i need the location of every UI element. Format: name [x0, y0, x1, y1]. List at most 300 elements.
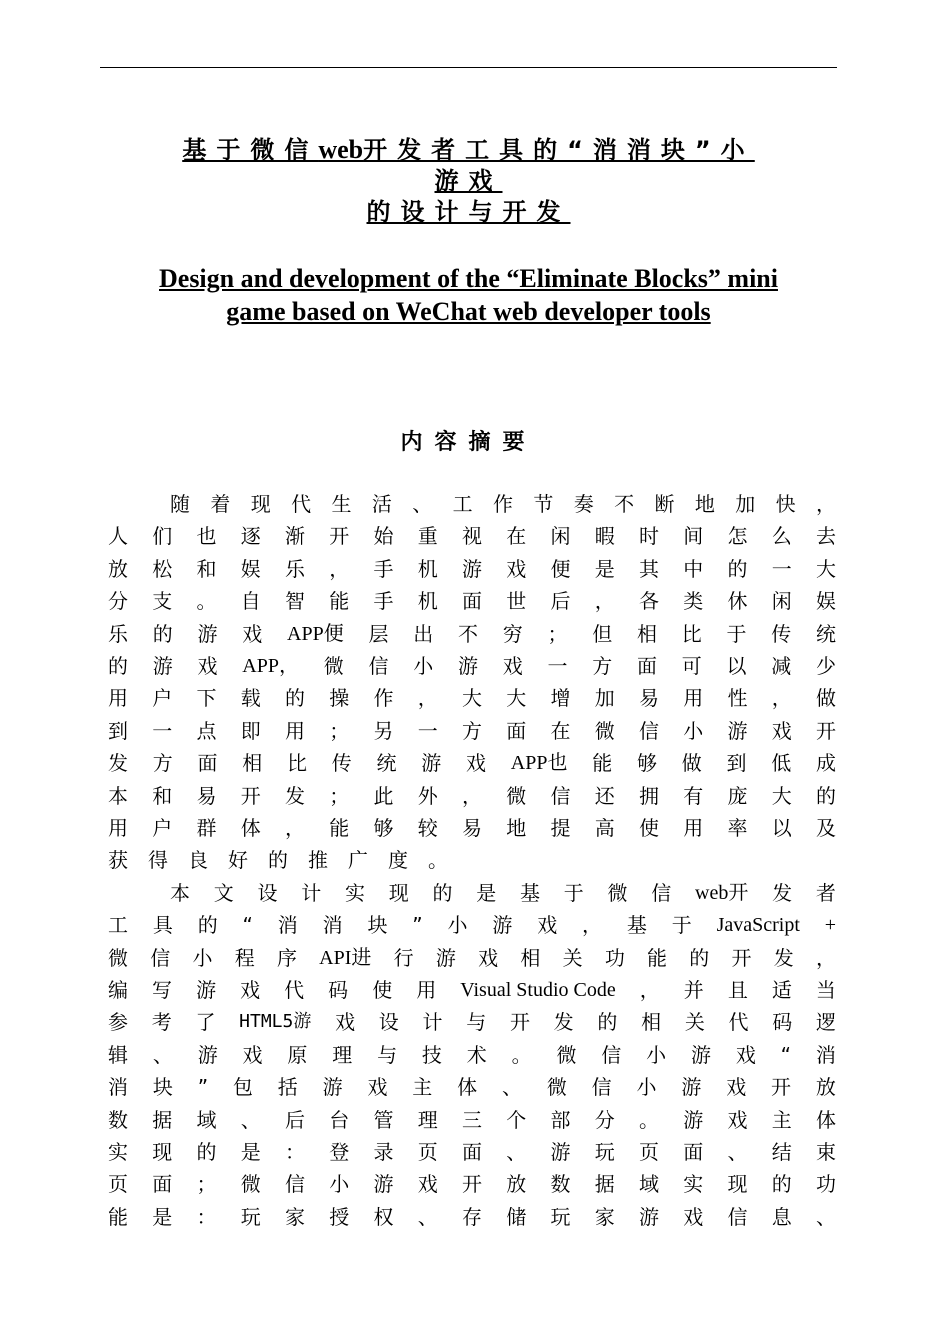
abstract-token: 权 — [373, 1204, 394, 1229]
abstract-token: “ — [780, 1042, 792, 1067]
abstract-token: 当 — [815, 978, 836, 1002]
abstract-token: 束 — [816, 1140, 836, 1164]
abstract-token: “ — [242, 913, 253, 938]
abstract-token: 信 — [285, 1172, 305, 1197]
abstract-token: 、 — [240, 1107, 261, 1132]
abstract-token: 基 — [520, 880, 540, 905]
abstract-token: 休 — [727, 589, 748, 614]
abstract-token: 地 — [506, 816, 527, 840]
abstract-token: 的 — [108, 654, 128, 678]
abstract-token: 拥 — [639, 783, 659, 808]
abstract-token: 体 — [240, 816, 261, 840]
abstract-line — [108, 1201, 836, 1233]
abstract-token: APP也 — [510, 752, 568, 775]
abstract-line — [108, 553, 836, 585]
abstract-token: 信 — [639, 718, 659, 743]
abstract-token: 传 — [771, 621, 792, 646]
abstract-token: 戏 — [466, 751, 486, 776]
abstract-token: 度 — [388, 848, 408, 873]
abstract-token: 大 — [506, 686, 527, 711]
abstract-token: 用 — [285, 718, 305, 743]
abstract-token: 的 — [196, 1140, 217, 1164]
abstract-token: 高 — [594, 816, 615, 840]
abstract-token: 作 — [493, 492, 513, 516]
abstract-token: 以 — [771, 816, 792, 840]
abstract-token: 层 — [368, 621, 389, 646]
abstract-token: 块 — [152, 1075, 173, 1100]
abstract-token: 分 — [108, 589, 128, 614]
abstract-token: 数 — [550, 1172, 571, 1197]
abstract-token: 松 — [152, 556, 173, 581]
abstract-token: 开 — [731, 945, 752, 970]
abstract-token: 面 — [462, 1140, 482, 1164]
abstract-token: 关 — [684, 1010, 705, 1035]
abstract-token: 还 — [594, 783, 615, 808]
abstract-token: ， — [815, 945, 836, 970]
abstract-token: 够 — [373, 816, 394, 840]
abstract-token: 玩 — [550, 1204, 571, 1229]
abstract-token: 是 — [476, 880, 497, 905]
abstract-token: 的 — [285, 686, 305, 711]
abstract-token: 分 — [594, 1107, 615, 1132]
abstract-token: 小 — [413, 654, 434, 678]
abstract-token: 小 — [447, 913, 468, 938]
abstract-token: 是 — [594, 556, 615, 581]
abstract-token: 是 — [152, 1204, 173, 1229]
abstract-line — [108, 909, 836, 941]
abstract-token: 戏 — [478, 945, 499, 970]
abstract-token: 统 — [815, 621, 836, 646]
abstract-token: 小 — [683, 718, 704, 743]
abstract-token: 的 — [432, 880, 453, 905]
abstract-token: 小 — [192, 945, 213, 970]
abstract-token: 台 — [329, 1107, 350, 1132]
abstract-token: 游 — [639, 1204, 659, 1229]
abstract-token: 相 — [520, 945, 541, 970]
abstract-token: 不 — [457, 621, 478, 646]
abstract-token: 于 — [563, 880, 584, 905]
abstract-token: 家 — [594, 1204, 615, 1229]
abstract-token: 游 — [196, 978, 217, 1002]
abstract-token: 也 — [196, 524, 217, 549]
abstract-token: 编 — [108, 978, 128, 1002]
abstract-token: 用 — [683, 686, 704, 711]
abstract-token: 么 — [771, 524, 792, 549]
abstract-token: 外 — [417, 783, 438, 808]
abstract-token: 戏 — [735, 1042, 756, 1067]
abstract-token: 发 — [108, 751, 128, 776]
abstract-line — [108, 520, 836, 552]
abstract-token: 部 — [550, 1107, 571, 1132]
abstract-token: 、 — [501, 1075, 522, 1100]
abstract-token: 便 — [550, 556, 571, 581]
abstract-token: 游 — [197, 621, 218, 646]
abstract-token: 戏 — [726, 1075, 747, 1100]
abstract-token: 戏 — [242, 621, 263, 646]
abstract-token: 渐 — [285, 524, 305, 549]
abstract-token: 主 — [412, 1075, 433, 1100]
abstract-token: 现 — [250, 492, 271, 516]
abstract-token: 和 — [196, 556, 217, 581]
abstract-line — [108, 1168, 836, 1200]
abstract-token: APP， — [242, 655, 299, 677]
abstract-token: 到 — [108, 718, 128, 743]
abstract-token: 一 — [152, 718, 173, 743]
abstract-token: 数 — [108, 1107, 128, 1132]
abstract-token: 户 — [152, 686, 173, 711]
abstract-token: 微 — [240, 1172, 261, 1197]
abstract-token: 奏 — [573, 492, 594, 516]
abstract-token: 游 — [322, 1075, 343, 1100]
abstract-token: 一 — [417, 718, 438, 743]
abstract-token: 放 — [108, 556, 128, 581]
abstract-token: 易 — [639, 686, 659, 711]
abstract-token: 大 — [816, 556, 836, 581]
abstract-token: 程 — [234, 945, 255, 970]
abstract-token: 微 — [546, 1075, 567, 1100]
abstract-token: 。 — [511, 1042, 532, 1067]
abstract-token: ； — [196, 1172, 217, 1197]
abstract-token: 储 — [506, 1204, 527, 1229]
title-zh-line1: 基于微信web开发者工具的“消消块”小 — [182, 135, 755, 164]
abstract-token: 、 — [152, 1042, 173, 1067]
abstract-token: 现 — [152, 1140, 173, 1164]
abstract-token: 此 — [373, 783, 394, 808]
abstract-line — [108, 715, 836, 747]
abstract-token: 辑 — [108, 1042, 128, 1067]
abstract-token: 结 — [771, 1140, 792, 1164]
abstract-token: 户 — [152, 816, 173, 840]
abstract-token: 代 — [291, 492, 312, 516]
abstract-line — [108, 1071, 836, 1103]
abstract-token: 后 — [550, 589, 571, 614]
abstract-token: 序 — [276, 945, 297, 970]
abstract-token: 功 — [604, 945, 625, 970]
abstract-token: 游 — [197, 1042, 218, 1067]
abstract-token: 信 — [368, 654, 389, 678]
abstract-token: 发 — [285, 783, 305, 808]
abstract-token: 、 — [412, 492, 433, 516]
abstract-token: 实 — [345, 880, 365, 905]
abstract-token: ； — [329, 718, 350, 743]
abstract-token: 戏 — [335, 1010, 356, 1035]
abstract-token: 游 — [681, 1075, 702, 1100]
abstract-token: 点 — [196, 718, 217, 743]
abstract-line — [108, 1104, 836, 1136]
abstract-token: 随 — [170, 492, 190, 516]
abstract-token: 与 — [466, 1010, 487, 1035]
abstract-token: 节 — [533, 492, 554, 516]
abstract-token: 着 — [210, 492, 231, 516]
abstract-token: 操 — [329, 686, 350, 711]
abstract-token: 码 — [328, 978, 349, 1002]
abstract-token: 游 — [152, 654, 173, 678]
abstract-token: 即 — [240, 718, 261, 743]
abstract-token: 比 — [287, 751, 307, 776]
abstract-token: ， — [285, 816, 305, 840]
abstract-token: 用 — [108, 816, 128, 840]
abstract-token: 小 — [646, 1042, 667, 1067]
abstract-token: 减 — [771, 654, 792, 678]
abstract-token: 但 — [592, 621, 613, 646]
abstract-token: 统 — [376, 751, 397, 776]
abstract-token: 文 — [213, 880, 234, 905]
abstract-token: 能 — [592, 751, 613, 776]
abstract-line — [108, 974, 836, 1006]
abstract-token: ” — [412, 913, 423, 938]
abstract-token: 工 — [108, 913, 128, 938]
abstract-token: 一 — [547, 654, 568, 678]
abstract-token: 不 — [614, 492, 635, 516]
abstract-token: 了 — [195, 1010, 216, 1035]
abstract-token: 页 — [639, 1140, 659, 1164]
abstract-token: 戏 — [727, 1107, 748, 1132]
abstract-token: 率 — [727, 816, 748, 840]
abstract-token: 消 — [108, 1075, 128, 1100]
abstract-line — [108, 1136, 836, 1168]
abstract-token: APP便 — [287, 622, 344, 645]
abstract-token: 戏 — [197, 654, 218, 678]
abstract-token: 实 — [683, 1172, 704, 1197]
abstract-token: 在 — [506, 524, 527, 549]
abstract-token: 游 — [373, 1172, 394, 1197]
abstract-token: 闲 — [771, 589, 792, 614]
abstract-token: 好 — [228, 848, 248, 873]
abstract-token: 和 — [152, 783, 173, 808]
abstract-token: 娱 — [816, 589, 836, 614]
abstract-token: 使 — [372, 978, 393, 1002]
abstract-token: 推 — [308, 848, 328, 873]
abstract-token: 比 — [681, 621, 702, 646]
abstract-token: 戏 — [417, 1172, 438, 1197]
abstract-token: 工 — [452, 492, 473, 516]
abstract-token: 逐 — [240, 524, 261, 549]
abstract-token: 相 — [641, 1010, 662, 1035]
abstract-token: 开 — [816, 718, 836, 743]
abstract-token: 术 — [466, 1042, 487, 1067]
abstract-token: 个 — [506, 1107, 527, 1132]
abstract-token: 本 — [170, 880, 190, 905]
abstract-token: 微 — [506, 783, 527, 808]
abstract-token: 少 — [815, 654, 836, 678]
abstract-token: 游 — [683, 1107, 704, 1132]
abstract-token: 穷 — [502, 621, 523, 646]
abstract-token: 开 — [462, 1172, 482, 1197]
abstract-token: 授 — [329, 1204, 350, 1229]
abstract-line — [170, 877, 836, 909]
abstract-token: 。 — [428, 848, 448, 873]
abstract-token: 类 — [683, 589, 704, 614]
abstract-token: 面 — [683, 1140, 704, 1164]
abstract-token: 大 — [771, 783, 792, 808]
abstract-token: 作 — [373, 686, 394, 711]
abstract-token: 快 — [775, 492, 796, 516]
abstract-token: 玩 — [594, 1140, 615, 1164]
abstract-token: 方 — [152, 751, 173, 776]
abstract-token: 戏 — [506, 556, 527, 581]
abstract-line — [108, 780, 836, 812]
abstract-token: 代 — [728, 1010, 749, 1035]
abstract-token: 信 — [591, 1075, 612, 1100]
abstract-line — [108, 585, 836, 617]
abstract-token: ， — [462, 783, 482, 808]
abstract-token: 行 — [393, 945, 414, 970]
abstract-token: 、 — [727, 1140, 748, 1164]
abstract-token: 暇 — [594, 524, 615, 549]
abstract-token: 相 — [636, 621, 657, 646]
abstract-token: 重 — [417, 524, 438, 549]
abstract-token: 发 — [772, 880, 793, 905]
abstract-token: 生 — [331, 492, 352, 516]
abstract-token: 功 — [816, 1172, 836, 1197]
abstract-token: 者 — [815, 880, 836, 905]
abstract-token: 增 — [550, 686, 571, 711]
abstract-token: 放 — [815, 1075, 836, 1100]
abstract-token: 方 — [592, 654, 613, 678]
abstract-token: 括 — [277, 1075, 298, 1100]
abstract-token: 、 — [816, 1204, 836, 1229]
abstract-token: 且 — [727, 978, 748, 1002]
abstract-token: 相 — [242, 751, 263, 776]
abstract-token: web开 — [695, 881, 749, 904]
abstract-token: 始 — [373, 524, 394, 549]
abstract-token: 。 — [639, 1107, 659, 1132]
title-en-line2: game based on WeChat web developer tools — [226, 297, 711, 326]
abstract-token: 信 — [727, 1204, 748, 1229]
abstract-token: 开 — [509, 1010, 530, 1035]
abstract-token: 及 — [816, 816, 836, 840]
abstract-token: 使 — [639, 816, 659, 840]
abstract-line — [108, 682, 836, 714]
abstract-token: 娱 — [240, 556, 261, 581]
abstract-token: 乐 — [108, 621, 128, 646]
abstract-token: 的 — [152, 621, 173, 646]
abstract-token: Visual Studio Code — [460, 979, 616, 1001]
abstract-token: 页 — [108, 1172, 128, 1197]
abstract-token: 微 — [594, 718, 615, 743]
abstract-token: 域 — [639, 1172, 659, 1197]
abstract-token: 实 — [108, 1140, 128, 1164]
abstract-token: 易 — [196, 783, 217, 808]
abstract-heading: 内容摘要 — [400, 430, 537, 455]
abstract-token: 信 — [651, 880, 672, 905]
abstract-token: 用 — [108, 686, 128, 711]
abstract-token: 信 — [150, 945, 171, 970]
abstract-token: 地 — [694, 492, 715, 516]
abstract-token: 于 — [671, 913, 692, 938]
abstract-token: 域 — [196, 1107, 217, 1132]
abstract-token: 游 — [727, 718, 748, 743]
title-zh-line2: 游戏 — [434, 167, 503, 195]
abstract-token: 戏 — [683, 1204, 704, 1229]
abstract-token: 设 — [378, 1010, 399, 1035]
abstract-token: 方 — [462, 718, 482, 743]
abstract-token: 有 — [683, 783, 704, 808]
abstract-token: 手 — [373, 589, 394, 614]
abstract-token: ， — [816, 492, 836, 516]
abstract-token: 逻 — [815, 1010, 836, 1035]
abstract-token: 其 — [639, 556, 659, 581]
abstract-token: 的 — [816, 783, 836, 808]
abstract-token: 们 — [152, 524, 173, 549]
abstract-token: 发 — [773, 945, 794, 970]
abstract-token: 低 — [771, 751, 792, 776]
abstract-token: 计 — [301, 880, 322, 905]
abstract-token: 游 — [435, 945, 456, 970]
abstract-token: ， — [594, 589, 615, 614]
abstract-token: 到 — [726, 751, 747, 776]
abstract-line — [108, 1039, 836, 1071]
abstract-token: 做 — [681, 751, 702, 776]
abstract-token: 各 — [639, 589, 659, 614]
abstract-token: ； — [547, 621, 568, 646]
abstract-token: 能 — [108, 1204, 128, 1229]
abstract-token: 开 — [329, 524, 350, 549]
abstract-token: 广 — [348, 848, 368, 873]
abstract-token: 游 — [690, 1042, 711, 1067]
abstract-token: 开 — [771, 1075, 792, 1100]
abstract-token: 理 — [417, 1107, 438, 1132]
abstract-token: 微 — [556, 1042, 577, 1067]
abstract-token: 成 — [815, 751, 836, 776]
abstract-token: 游 — [457, 654, 478, 678]
abstract-token: 机 — [417, 589, 438, 614]
abstract-token: 存 — [462, 1204, 482, 1229]
abstract-token: 游 — [462, 556, 482, 581]
abstract-token: 间 — [683, 524, 704, 549]
abstract-token: 较 — [417, 816, 438, 840]
abstract-token: 原 — [287, 1042, 308, 1067]
abstract-token: HTML5游 — [239, 1011, 312, 1033]
abstract-token: 去 — [816, 524, 836, 549]
abstract-token: 基 — [626, 913, 647, 938]
abstract-token: 手 — [373, 556, 394, 581]
abstract-line — [108, 747, 836, 779]
abstract-token: ， — [417, 686, 438, 711]
abstract-token: 人 — [108, 524, 128, 549]
abstract-token: 可 — [681, 654, 702, 678]
abstract-token: 码 — [772, 1010, 793, 1035]
abstract-token: 页 — [417, 1140, 438, 1164]
abstract-token: 另 — [373, 718, 394, 743]
abstract-line — [108, 812, 836, 844]
abstract-token: 游 — [550, 1140, 571, 1164]
abstract-token: 放 — [506, 1172, 527, 1197]
title-zh-line3: 的设计与开发 — [366, 198, 571, 226]
abstract-token: 息 — [771, 1204, 792, 1229]
abstract-token: 传 — [331, 751, 352, 776]
abstract-token: 技 — [421, 1042, 442, 1067]
abstract-token: ， — [329, 556, 350, 581]
abstract-token: 活 — [371, 492, 392, 516]
abstract-token: 微 — [607, 880, 628, 905]
abstract-token: 游 — [421, 751, 442, 776]
abstract-token: 管 — [373, 1107, 394, 1132]
abstract-token: 家 — [285, 1204, 305, 1229]
abstract-token: 理 — [332, 1042, 353, 1067]
abstract-token: 现 — [727, 1172, 748, 1197]
abstract-token: 中 — [683, 556, 704, 581]
abstract-token: ， — [771, 686, 792, 711]
abstract-token: 智 — [285, 589, 305, 614]
abstract-token: 戏 — [771, 718, 792, 743]
abstract-token: 发 — [553, 1010, 574, 1035]
abstract-token: 包 — [232, 1075, 253, 1100]
abstract-token: 面 — [506, 718, 527, 743]
abstract-token: 体 — [457, 1075, 478, 1100]
abstract-token: 主 — [771, 1107, 792, 1132]
abstract-token: 能 — [329, 589, 350, 614]
